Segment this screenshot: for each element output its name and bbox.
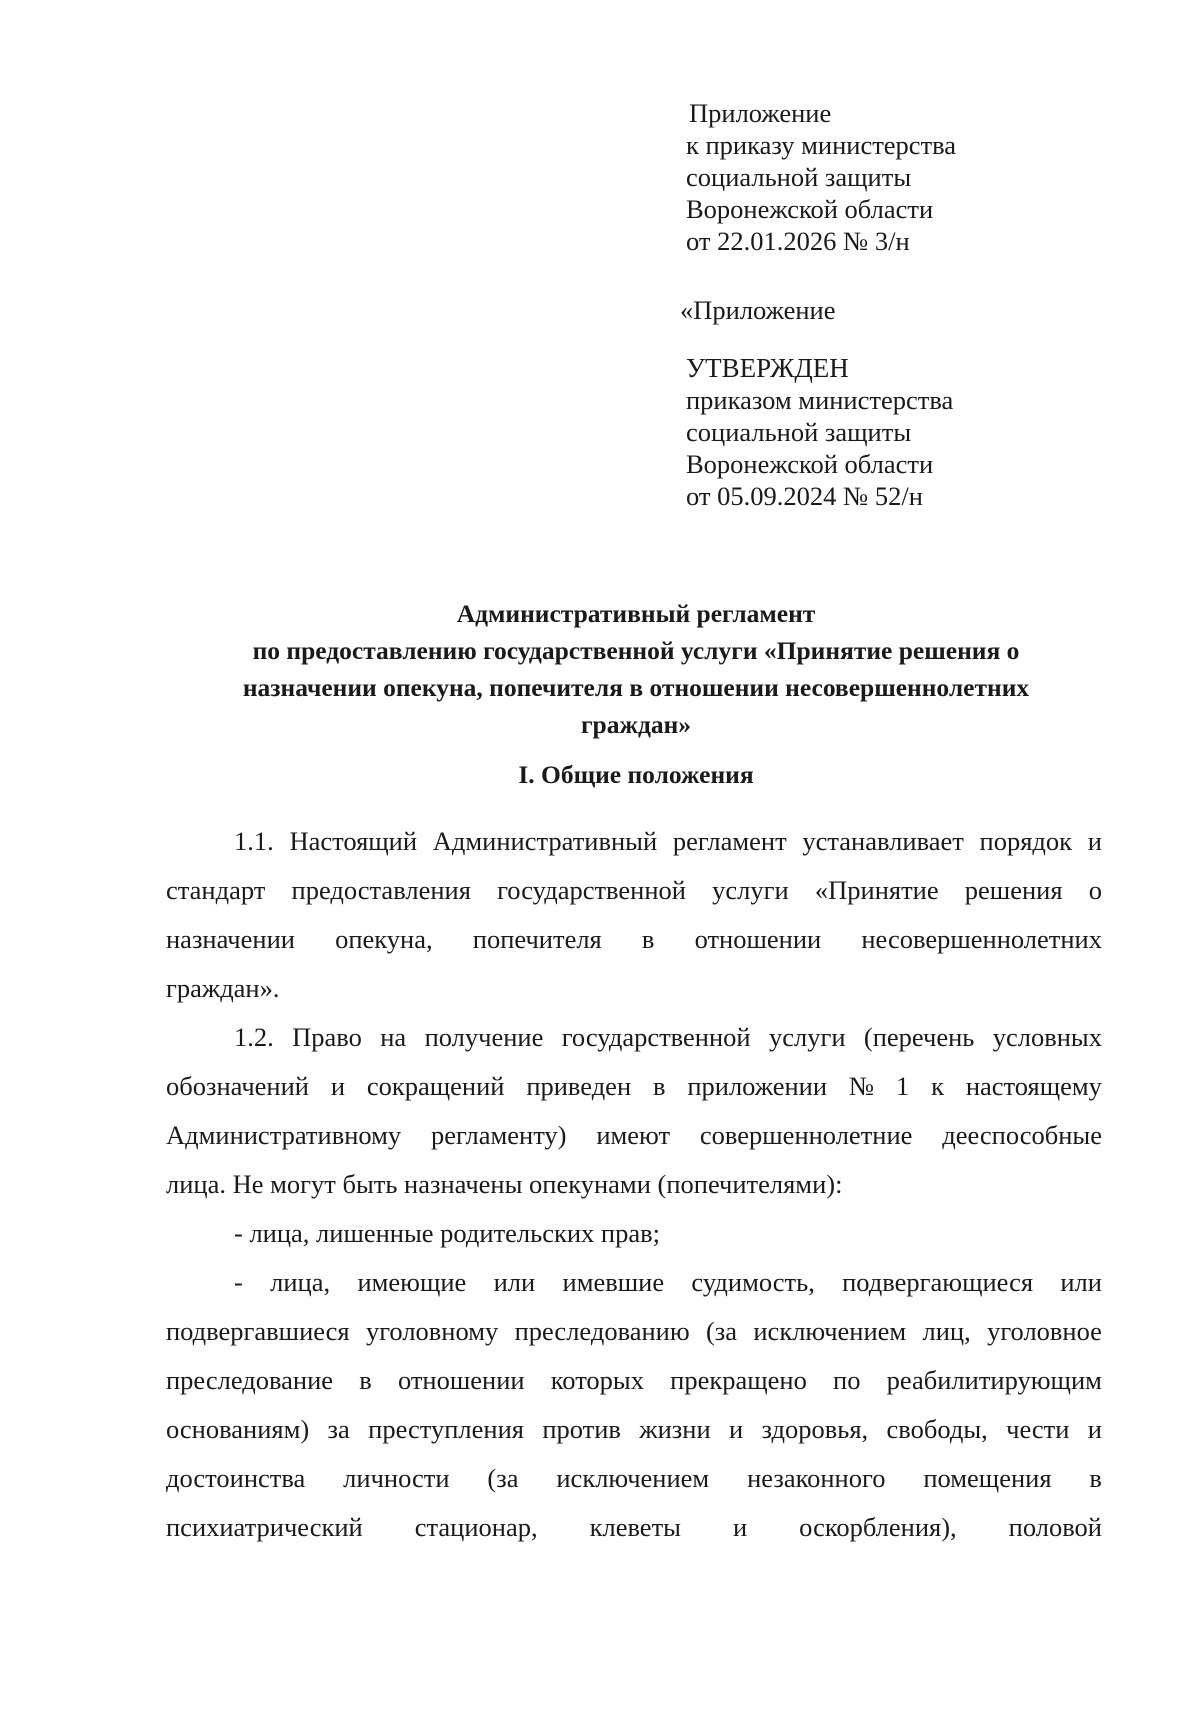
word: лица, — [270, 1267, 331, 1297]
word: государственной — [497, 875, 686, 905]
word: отношении — [397, 1365, 525, 1395]
approval-line: УТВЕРЖДЕН — [686, 353, 849, 383]
word: лица. Не могут быть назначены опекунами (попечителями): — [166, 1169, 843, 1199]
word: совершеннолетние — [699, 1120, 913, 1150]
approval-line: от 05.09.2024 № 52/н — [686, 481, 923, 511]
word: Настоящий — [289, 826, 418, 856]
word: и — [1087, 826, 1102, 856]
word: против — [542, 1414, 621, 1444]
word: преследованию — [514, 1316, 690, 1346]
attachment-line: к приказу министерства — [686, 130, 957, 160]
word: реабилитирующим — [886, 1365, 1102, 1395]
word: сокращений — [366, 1071, 505, 1101]
word: попечителя — [472, 924, 602, 954]
word: исключением — [753, 1316, 907, 1346]
word: клеветы — [589, 1512, 681, 1542]
word: условных — [992, 1022, 1102, 1052]
word: преследование — [166, 1365, 334, 1395]
word: № — [848, 1071, 875, 1101]
paragraph-line — [166, 872, 1102, 908]
section-heading: I. Общие положения — [518, 760, 754, 789]
word: в — [359, 1365, 372, 1395]
word: в — [652, 1071, 666, 1101]
approval-line: Воронежской области — [686, 449, 934, 479]
word: услуги — [768, 1022, 846, 1052]
word: и — [728, 1414, 744, 1444]
word: которых — [550, 1365, 644, 1395]
word: назначении — [166, 924, 295, 954]
attachment-block — [686, 97, 1166, 257]
word: настоящему — [965, 1071, 1102, 1101]
word: в — [1089, 1463, 1102, 1493]
word: и — [330, 1071, 345, 1101]
word: половой — [1008, 1512, 1102, 1542]
inner-attachment-block — [680, 294, 1166, 326]
word: регламенту) — [430, 1120, 567, 1150]
word: решения — [964, 875, 1063, 905]
paragraph-line — [166, 1166, 1102, 1202]
word: (за — [705, 1316, 738, 1346]
word: подвергавшиеся — [166, 1316, 350, 1346]
word: - — [234, 1267, 243, 1297]
word: помещения — [923, 1463, 1052, 1493]
attachment-line: Воронежской области — [686, 194, 934, 224]
word: преступления — [368, 1414, 524, 1444]
word: Административный — [432, 826, 658, 856]
word: имеют — [596, 1120, 671, 1150]
word: предоставления — [291, 875, 471, 905]
paragraph-line — [166, 921, 1102, 957]
list-item-line — [166, 1362, 1102, 1398]
inner-attachment-label: «Приложение — [680, 295, 836, 325]
document-title-line: назначении опекуна, попечителя в отношении несовершеннолетних — [242, 673, 1030, 702]
word: здоровья, — [761, 1414, 869, 1444]
approval-block — [686, 352, 1166, 512]
word: отношении — [694, 924, 822, 954]
word: несовершеннолетних — [861, 924, 1102, 954]
word: достоинства — [166, 1463, 306, 1493]
word: дееспособные — [942, 1120, 1102, 1150]
word: стандарт — [166, 875, 266, 905]
list-item: - лица, лишенные родительских прав; — [234, 1218, 660, 1248]
word: прекращено — [670, 1365, 807, 1395]
word: или — [493, 1267, 536, 1297]
list-item-line — [234, 1264, 1102, 1300]
word: личности — [343, 1463, 450, 1493]
word: и — [732, 1512, 748, 1542]
word: государственной — [561, 1022, 751, 1052]
list-item-line — [166, 1460, 1102, 1496]
word: имевшие — [562, 1267, 665, 1297]
word: 1.2. — [234, 1022, 274, 1052]
word: основаниям) — [166, 1414, 310, 1444]
word: психиатрический — [166, 1512, 363, 1542]
word: оскорбления), — [799, 1512, 957, 1542]
attachment-line: от 22.01.2026 № 3/н — [686, 226, 910, 256]
word: или — [1060, 1267, 1102, 1297]
word: чести — [1006, 1414, 1070, 1444]
word: исключением — [556, 1463, 710, 1493]
word: (перечень — [863, 1022, 975, 1052]
word: опекуна, — [335, 924, 433, 954]
word: 1 — [896, 1071, 910, 1101]
word: порядок — [979, 826, 1073, 856]
list-item-line — [166, 1411, 1102, 1447]
word: подвергающиеся — [842, 1267, 1034, 1297]
word: Административному — [166, 1120, 402, 1150]
word: лиц, — [922, 1316, 971, 1346]
word: о — [1088, 875, 1102, 905]
approval-line: социальной защиты — [686, 417, 912, 447]
word: «Принятие — [814, 875, 939, 905]
word: имеющие — [357, 1267, 467, 1297]
word: к — [931, 1071, 944, 1101]
word: регламент — [672, 826, 787, 856]
word: по — [833, 1365, 861, 1395]
paragraph-line — [234, 1019, 1102, 1055]
attachment-line: социальной защиты — [686, 162, 912, 192]
word: уголовное — [987, 1316, 1102, 1346]
word: незаконного — [747, 1463, 886, 1493]
attachment-line: Приложение — [689, 98, 832, 128]
list-item-line — [166, 1313, 1102, 1349]
word: судимость, — [691, 1267, 815, 1297]
document-title-line: по предоставлению государственной услуги «Принятие решения о — [252, 636, 1020, 665]
word: уголовному — [365, 1316, 499, 1346]
paragraph-line — [166, 1117, 1102, 1153]
word: приложении — [687, 1071, 828, 1101]
paragraph-line — [234, 823, 1102, 859]
paragraph-line — [166, 970, 1102, 1006]
word: за — [327, 1414, 350, 1444]
word: на — [380, 1022, 407, 1052]
word: приведен — [526, 1071, 632, 1101]
word: обозначений — [166, 1071, 309, 1101]
word: и — [1087, 1414, 1102, 1444]
word: услуги — [712, 875, 789, 905]
document-title-line: граждан» — [580, 710, 692, 739]
paragraph-line — [166, 1068, 1102, 1104]
word: устанавливает — [802, 826, 964, 856]
word: граждан». — [166, 973, 280, 1003]
word: жизни — [639, 1414, 711, 1444]
word: получение — [424, 1022, 544, 1052]
document-title-line: Административный регламент — [456, 599, 816, 628]
document-title — [150, 595, 1122, 743]
list-item-line — [166, 1509, 1102, 1545]
approval-line: приказом министерства — [686, 385, 954, 415]
word: 1.1. — [234, 826, 274, 856]
word: в — [641, 924, 655, 954]
word: стационар, — [414, 1512, 538, 1542]
word: Право — [292, 1022, 362, 1052]
word: свободы, — [886, 1414, 988, 1444]
word: (за — [487, 1463, 519, 1493]
